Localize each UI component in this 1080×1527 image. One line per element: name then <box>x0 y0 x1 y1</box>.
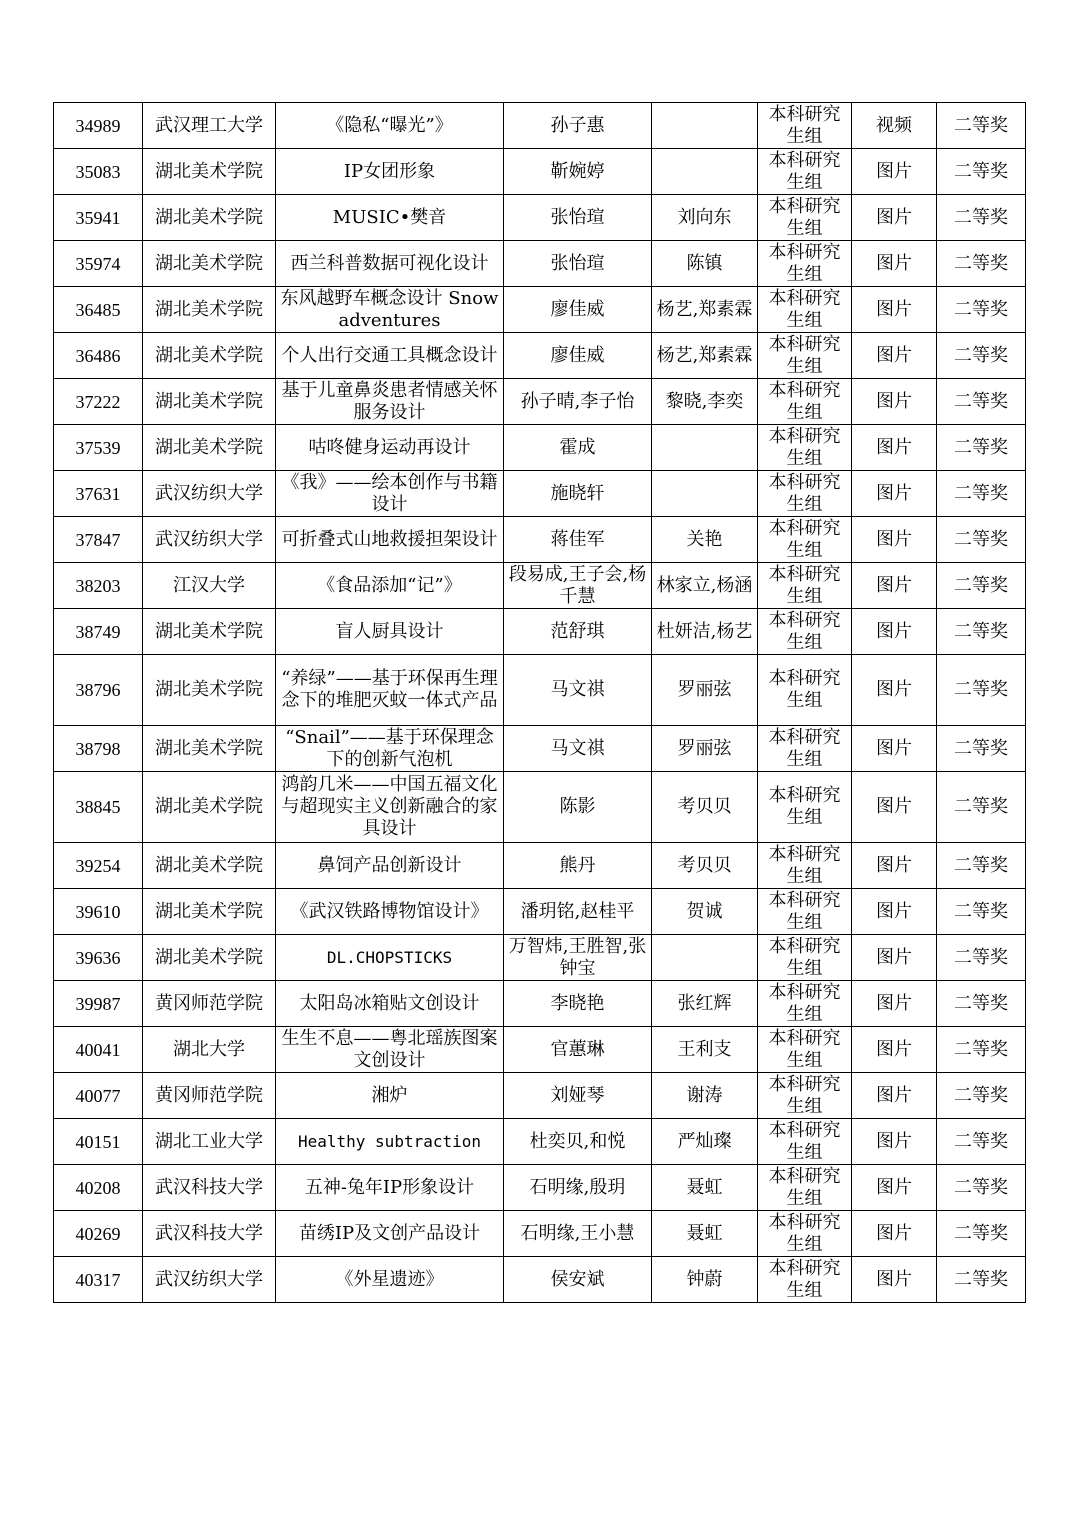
group-cell: 本科研究生组 <box>758 241 852 287</box>
group-cell: 本科研究生组 <box>758 195 852 241</box>
advisor-cell: 关艳 <box>652 517 758 563</box>
advisor-cell: 黎晓,李奕 <box>652 379 758 425</box>
school-cell: 湖北美术学院 <box>143 379 276 425</box>
table-row <box>54 517 1026 563</box>
entry-id-cell: 40269 <box>54 1211 143 1257</box>
work-type-cell: 图片 <box>852 772 937 843</box>
award-cell: 二等奖 <box>937 726 1026 772</box>
advisor-cell: 刘向东 <box>652 195 758 241</box>
table-row <box>54 935 1026 981</box>
award-cell: 二等奖 <box>937 471 1026 517</box>
award-cell: 二等奖 <box>937 981 1026 1027</box>
work-title-cell: “养绿”——基于环保再生理念下的堆肥灭蚊一体式产品 <box>276 655 504 726</box>
work-title-cell: 鼻饲产品创新设计 <box>276 843 504 889</box>
work-type-cell: 图片 <box>852 609 937 655</box>
table-row <box>54 1165 1026 1211</box>
school-cell: 湖北美术学院 <box>143 425 276 471</box>
group-cell: 本科研究生组 <box>758 379 852 425</box>
work-title-cell: 湘炉 <box>276 1073 504 1119</box>
entry-id-cell: 40041 <box>54 1027 143 1073</box>
group-cell: 本科研究生组 <box>758 889 852 935</box>
school-cell: 湖北大学 <box>143 1027 276 1073</box>
authors-cell: 潘玥铭,赵桂平 <box>504 889 652 935</box>
advisor-cell: 谢涛 <box>652 1073 758 1119</box>
group-cell: 本科研究生组 <box>758 655 852 726</box>
group-cell: 本科研究生组 <box>758 843 852 889</box>
work-type-cell: 视频 <box>852 103 937 149</box>
award-cell: 二等奖 <box>937 655 1026 726</box>
table-row <box>54 379 1026 425</box>
entry-id-cell: 37847 <box>54 517 143 563</box>
school-cell: 湖北美术学院 <box>143 772 276 843</box>
entry-id-cell: 37631 <box>54 471 143 517</box>
school-cell: 湖北美术学院 <box>143 609 276 655</box>
group-cell: 本科研究生组 <box>758 1165 852 1211</box>
awards-table <box>53 102 1026 1303</box>
authors-cell: 熊丹 <box>504 843 652 889</box>
authors-cell: 侯安斌 <box>504 1257 652 1303</box>
table-row <box>54 425 1026 471</box>
school-cell: 黄冈师范学院 <box>143 981 276 1027</box>
award-cell: 二等奖 <box>937 1211 1026 1257</box>
award-cell: 二等奖 <box>937 287 1026 333</box>
authors-cell: 李晓艳 <box>504 981 652 1027</box>
entry-id-cell: 37539 <box>54 425 143 471</box>
work-title-cell: 盲人厨具设计 <box>276 609 504 655</box>
table-row <box>54 843 1026 889</box>
work-type-cell: 图片 <box>852 471 937 517</box>
table-row <box>54 772 1026 843</box>
authors-cell: 廖佳威 <box>504 287 652 333</box>
award-cell: 二等奖 <box>937 1073 1026 1119</box>
advisor-cell: 考贝贝 <box>652 843 758 889</box>
entry-id-cell: 38749 <box>54 609 143 655</box>
work-title-cell: 东风越野车概念设计 Snow adventures <box>276 287 504 333</box>
school-cell: 武汉科技大学 <box>143 1211 276 1257</box>
authors-cell: 靳婉婷 <box>504 149 652 195</box>
school-cell: 湖北美术学院 <box>143 655 276 726</box>
school-cell: 湖北美术学院 <box>143 889 276 935</box>
group-cell: 本科研究生组 <box>758 517 852 563</box>
work-type-cell: 图片 <box>852 843 937 889</box>
work-type-cell: 图片 <box>852 425 937 471</box>
group-cell: 本科研究生组 <box>758 103 852 149</box>
work-title-cell: 《食品添加“记”》 <box>276 563 504 609</box>
work-type-cell: 图片 <box>852 379 937 425</box>
group-cell: 本科研究生组 <box>758 1027 852 1073</box>
work-title-cell: 五神-兔年IP形象设计 <box>276 1165 504 1211</box>
authors-cell: 孙子惠 <box>504 103 652 149</box>
group-cell: 本科研究生组 <box>758 1211 852 1257</box>
work-title-cell: 咕咚健身运动再设计 <box>276 425 504 471</box>
work-title-cell: 《我》——绘本创作与书籍设计 <box>276 471 504 517</box>
entry-id-cell: 40151 <box>54 1119 143 1165</box>
work-title-cell: 《隐私“曝光”》 <box>276 103 504 149</box>
work-type-cell: 图片 <box>852 1027 937 1073</box>
work-type-cell: 图片 <box>852 1119 937 1165</box>
award-cell: 二等奖 <box>937 843 1026 889</box>
award-cell: 二等奖 <box>937 195 1026 241</box>
group-cell: 本科研究生组 <box>758 935 852 981</box>
work-title-cell: 西兰科普数据可视化设计 <box>276 241 504 287</box>
advisor-cell <box>652 425 758 471</box>
entry-id-cell: 38796 <box>54 655 143 726</box>
entry-id-cell: 40077 <box>54 1073 143 1119</box>
table-row <box>54 981 1026 1027</box>
group-cell: 本科研究生组 <box>758 333 852 379</box>
school-cell: 湖北美术学院 <box>143 195 276 241</box>
work-type-cell: 图片 <box>852 149 937 195</box>
work-title-cell: 《外星遗迹》 <box>276 1257 504 1303</box>
work-title-cell: 生生不息——粤北瑶族图案文创设计 <box>276 1027 504 1073</box>
group-cell: 本科研究生组 <box>758 726 852 772</box>
work-type-cell: 图片 <box>852 563 937 609</box>
group-cell: 本科研究生组 <box>758 981 852 1027</box>
award-cell: 二等奖 <box>937 149 1026 195</box>
school-cell: 湖北美术学院 <box>143 287 276 333</box>
work-type-cell: 图片 <box>852 935 937 981</box>
award-cell: 二等奖 <box>937 563 1026 609</box>
school-cell: 武汉纺织大学 <box>143 517 276 563</box>
authors-cell: 张怡瑄 <box>504 241 652 287</box>
work-title-cell: DL.CHOPSTICKS <box>276 935 504 981</box>
group-cell: 本科研究生组 <box>758 1073 852 1119</box>
authors-cell: 万智炜,王胜智,张钟宝 <box>504 935 652 981</box>
award-cell: 二等奖 <box>937 889 1026 935</box>
award-cell: 二等奖 <box>937 609 1026 655</box>
entry-id-cell: 38798 <box>54 726 143 772</box>
table-row <box>54 1073 1026 1119</box>
entry-id-cell: 34989 <box>54 103 143 149</box>
group-cell: 本科研究生组 <box>758 1119 852 1165</box>
entry-id-cell: 39636 <box>54 935 143 981</box>
authors-cell: 马文祺 <box>504 726 652 772</box>
entry-id-cell: 37222 <box>54 379 143 425</box>
work-title-cell: 《武汉铁路博物馆设计》 <box>276 889 504 935</box>
school-cell: 湖北美术学院 <box>143 843 276 889</box>
work-type-cell: 图片 <box>852 517 937 563</box>
authors-cell: 孙子晴,李子怡 <box>504 379 652 425</box>
table-row <box>54 1257 1026 1303</box>
school-cell: 湖北美术学院 <box>143 149 276 195</box>
authors-cell: 蒋佳军 <box>504 517 652 563</box>
advisor-cell: 钟蔚 <box>652 1257 758 1303</box>
table-row <box>54 471 1026 517</box>
work-type-cell: 图片 <box>852 287 937 333</box>
work-type-cell: 图片 <box>852 1211 937 1257</box>
table-row <box>54 195 1026 241</box>
group-cell: 本科研究生组 <box>758 1257 852 1303</box>
authors-cell: 石明缘,王小慧 <box>504 1211 652 1257</box>
advisor-cell: 林家立,杨涵 <box>652 563 758 609</box>
school-cell: 湖北美术学院 <box>143 726 276 772</box>
school-cell: 湖北工业大学 <box>143 1119 276 1165</box>
authors-cell: 马文祺 <box>504 655 652 726</box>
award-cell: 二等奖 <box>937 935 1026 981</box>
entry-id-cell: 40208 <box>54 1165 143 1211</box>
work-type-cell: 图片 <box>852 1257 937 1303</box>
authors-cell: 廖佳威 <box>504 333 652 379</box>
award-cell: 二等奖 <box>937 1027 1026 1073</box>
work-type-cell: 图片 <box>852 726 937 772</box>
work-type-cell: 图片 <box>852 333 937 379</box>
authors-cell: 张怡瑄 <box>504 195 652 241</box>
authors-cell: 杜奕贝,和悦 <box>504 1119 652 1165</box>
group-cell: 本科研究生组 <box>758 287 852 333</box>
authors-cell: 刘娅琴 <box>504 1073 652 1119</box>
table-row <box>54 1027 1026 1073</box>
work-title-cell: 鸿韵几米——中国五福文化与超现实主义创新融合的家具设计 <box>276 772 504 843</box>
group-cell: 本科研究生组 <box>758 563 852 609</box>
table-row <box>54 655 1026 726</box>
award-cell: 二等奖 <box>937 333 1026 379</box>
advisor-cell: 陈镇 <box>652 241 758 287</box>
award-cell: 二等奖 <box>937 379 1026 425</box>
table-row <box>54 149 1026 195</box>
work-type-cell: 图片 <box>852 981 937 1027</box>
authors-cell: 段易成,王子会,杨千慧 <box>504 563 652 609</box>
school-cell: 湖北美术学院 <box>143 333 276 379</box>
work-type-cell: 图片 <box>852 889 937 935</box>
award-cell: 二等奖 <box>937 772 1026 843</box>
work-type-cell: 图片 <box>852 195 937 241</box>
authors-cell: 施晓轩 <box>504 471 652 517</box>
table-row <box>54 287 1026 333</box>
award-cell: 二等奖 <box>937 425 1026 471</box>
table-row <box>54 103 1026 149</box>
advisor-cell: 贺诚 <box>652 889 758 935</box>
award-cell: 二等奖 <box>937 517 1026 563</box>
table-row <box>54 333 1026 379</box>
advisor-cell: 聂虹 <box>652 1211 758 1257</box>
authors-cell: 官蕙琳 <box>504 1027 652 1073</box>
authors-cell: 范舒琪 <box>504 609 652 655</box>
award-cell: 二等奖 <box>937 241 1026 287</box>
school-cell: 武汉科技大学 <box>143 1165 276 1211</box>
work-title-cell: 苗绣IP及文创产品设计 <box>276 1211 504 1257</box>
advisor-cell: 考贝贝 <box>652 772 758 843</box>
advisor-cell: 聂虹 <box>652 1165 758 1211</box>
entry-id-cell: 35941 <box>54 195 143 241</box>
award-cell: 二等奖 <box>937 1165 1026 1211</box>
advisor-cell: 张红辉 <box>652 981 758 1027</box>
entry-id-cell: 39610 <box>54 889 143 935</box>
work-type-cell: 图片 <box>852 655 937 726</box>
table-row <box>54 563 1026 609</box>
school-cell: 武汉理工大学 <box>143 103 276 149</box>
authors-cell: 陈影 <box>504 772 652 843</box>
school-cell: 武汉纺织大学 <box>143 471 276 517</box>
award-cell: 二等奖 <box>937 1119 1026 1165</box>
work-title-cell: Healthy subtraction <box>276 1119 504 1165</box>
advisor-cell: 杨艺,郑素霖 <box>652 287 758 333</box>
work-title-cell: MUSIC•樊音 <box>276 195 504 241</box>
school-cell: 湖北美术学院 <box>143 935 276 981</box>
advisor-cell: 杨艺,郑素霖 <box>652 333 758 379</box>
work-title-cell: 太阳岛冰箱贴文创设计 <box>276 981 504 1027</box>
entry-id-cell: 39987 <box>54 981 143 1027</box>
work-title-cell: IP女团形象 <box>276 149 504 195</box>
entry-id-cell: 38203 <box>54 563 143 609</box>
advisor-cell <box>652 103 758 149</box>
group-cell: 本科研究生组 <box>758 149 852 195</box>
advisor-cell: 杜妍洁,杨艺 <box>652 609 758 655</box>
awards-table-body <box>54 103 1026 1303</box>
award-cell: 二等奖 <box>937 103 1026 149</box>
table-row <box>54 241 1026 287</box>
school-cell: 江汉大学 <box>143 563 276 609</box>
table-row <box>54 1119 1026 1165</box>
entry-id-cell: 35083 <box>54 149 143 195</box>
entry-id-cell: 36486 <box>54 333 143 379</box>
group-cell: 本科研究生组 <box>758 609 852 655</box>
table-row <box>54 609 1026 655</box>
authors-cell: 霍成 <box>504 425 652 471</box>
table-row <box>54 1211 1026 1257</box>
work-title-cell: 基于儿童鼻炎患者情感关怀服务设计 <box>276 379 504 425</box>
group-cell: 本科研究生组 <box>758 471 852 517</box>
authors-cell: 石明缘,殷玥 <box>504 1165 652 1211</box>
advisor-cell: 王利支 <box>652 1027 758 1073</box>
work-type-cell: 图片 <box>852 1165 937 1211</box>
advisor-cell <box>652 935 758 981</box>
entry-id-cell: 36485 <box>54 287 143 333</box>
entry-id-cell: 40317 <box>54 1257 143 1303</box>
work-title-cell: “Snail”——基于环保理念下的创新气泡机 <box>276 726 504 772</box>
entry-id-cell: 38845 <box>54 772 143 843</box>
table-row <box>54 726 1026 772</box>
entry-id-cell: 39254 <box>54 843 143 889</box>
group-cell: 本科研究生组 <box>758 425 852 471</box>
school-cell: 湖北美术学院 <box>143 241 276 287</box>
work-title-cell: 个人出行交通工具概念设计 <box>276 333 504 379</box>
advisor-cell <box>652 471 758 517</box>
school-cell: 黄冈师范学院 <box>143 1073 276 1119</box>
work-type-cell: 图片 <box>852 241 937 287</box>
advisor-cell: 罗丽弦 <box>652 726 758 772</box>
award-cell: 二等奖 <box>937 1257 1026 1303</box>
table-row <box>54 889 1026 935</box>
work-type-cell: 图片 <box>852 1073 937 1119</box>
advisor-cell: 严灿璨 <box>652 1119 758 1165</box>
group-cell: 本科研究生组 <box>758 772 852 843</box>
work-title-cell: 可折叠式山地救援担架设计 <box>276 517 504 563</box>
advisor-cell <box>652 149 758 195</box>
entry-id-cell: 35974 <box>54 241 143 287</box>
school-cell: 武汉纺织大学 <box>143 1257 276 1303</box>
advisor-cell: 罗丽弦 <box>652 655 758 726</box>
